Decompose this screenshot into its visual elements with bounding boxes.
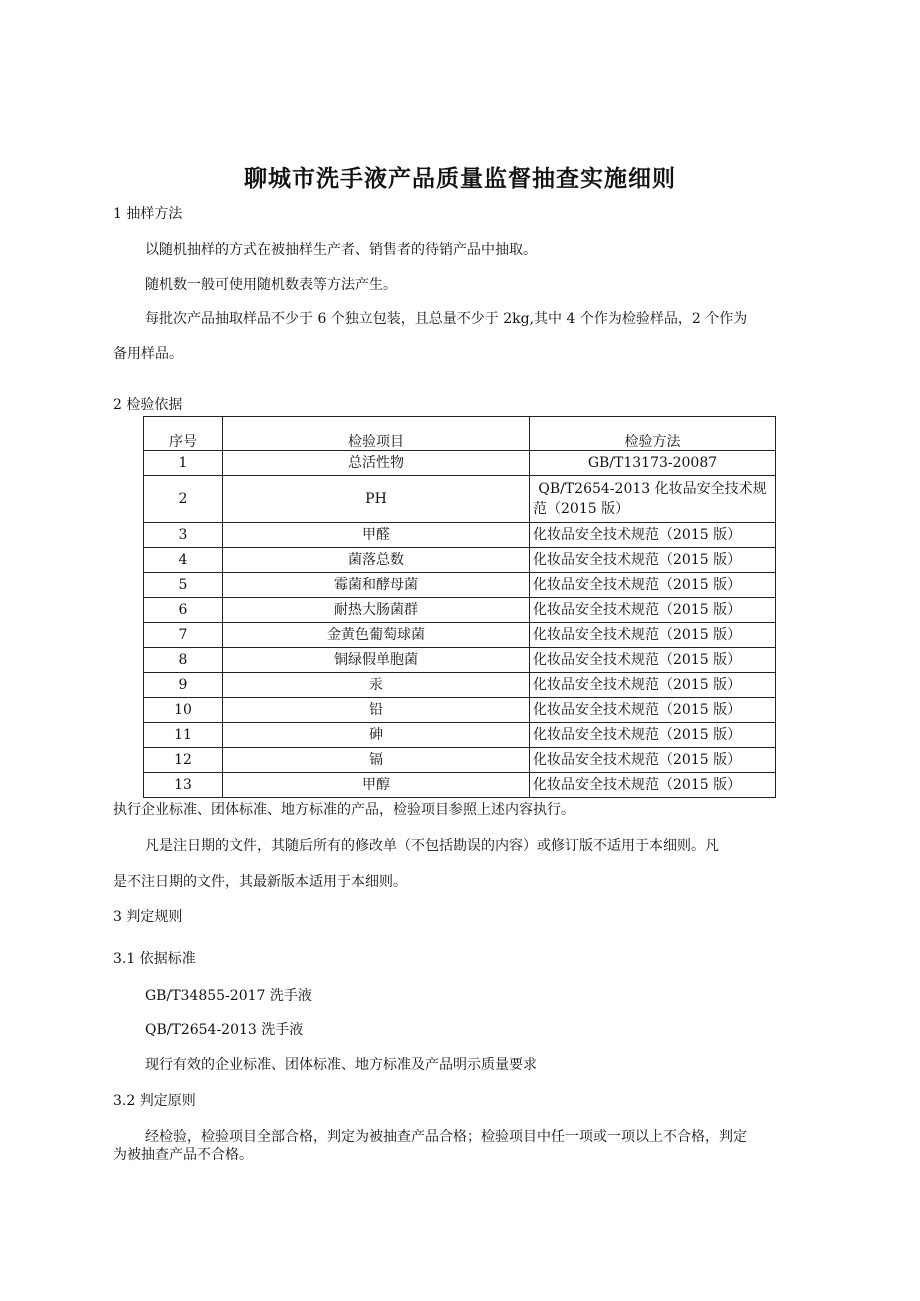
- row-method: 化妆品安全技术规范（2015 版）: [530, 548, 776, 573]
- table-note: 执行企业标准、团体标准、地方标准的产品，检验项目参照上述内容执行。: [113, 802, 575, 818]
- table-row: [144, 698, 776, 723]
- row-method: 化妆品安全技术规范（2015 版）: [530, 573, 776, 598]
- row-item: 总活性物: [223, 451, 530, 476]
- row-item: 菌落总数: [223, 548, 530, 573]
- table-row: [144, 573, 776, 598]
- row-item: 镉: [223, 748, 530, 773]
- table-row: [144, 476, 776, 523]
- row-no: 12: [144, 748, 223, 773]
- row-method-line-2: 范（2015 版）: [533, 501, 630, 517]
- row-no: 7: [144, 623, 223, 648]
- row-method: GB/T13173-20087: [530, 451, 776, 476]
- inspection-items-table: [143, 416, 776, 798]
- row-no: 4: [144, 548, 223, 573]
- table-row: [144, 623, 776, 648]
- row-item: 铜绿假单胞菌: [223, 648, 530, 673]
- row-no: 13: [144, 773, 223, 798]
- row-item: 铅: [223, 698, 530, 723]
- row-method: 化妆品安全技术规范（2015 版）: [530, 523, 776, 548]
- standard-item: 现行有效的企业标准、团体标准、地方标准及产品明示质量要求: [145, 1057, 537, 1073]
- sampling-paragraph-2: 随机数一般可使用随机数表等方法产生。: [145, 277, 397, 293]
- row-method: 化妆品安全技术规范（2015 版）: [530, 748, 776, 773]
- row-no: 6: [144, 598, 223, 623]
- header-item: 检验项目: [223, 417, 530, 451]
- section-2-heading: 2 检验依据: [113, 397, 183, 413]
- row-no: 10: [144, 698, 223, 723]
- section-3-heading: 3 判定规则: [113, 909, 183, 925]
- row-item: PH: [223, 476, 530, 523]
- row-method: 化妆品安全技术规范（2015 版）: [530, 648, 776, 673]
- row-item: 霉菌和酵母菌: [223, 573, 530, 598]
- row-method: 化妆品安全技术规范（2015 版）: [530, 598, 776, 623]
- row-method: 化妆品安全技术规范（2015 版）: [530, 723, 776, 748]
- table-row: [144, 723, 776, 748]
- row-item: 耐热大肠菌群: [223, 598, 530, 623]
- row-no: 1: [144, 451, 223, 476]
- row-item: 砷: [223, 723, 530, 748]
- sampling-paragraph-3-line-1: 每批次产品抽取样品不少于 6 个独立包装，且总量不少于 2kg,其中 4 个作为检验样品，2 个作为: [145, 311, 748, 327]
- judgement-principle-line-1: 经检验，检验项目全部合格，判定为被抽查产品合格；检验项目中任一项或一项以上不合格，判定: [145, 1129, 747, 1145]
- row-no: 8: [144, 648, 223, 673]
- row-no: 11: [144, 723, 223, 748]
- row-item: 汞: [223, 673, 530, 698]
- sampling-paragraph-1: 以随机抽样的方式在被抽样生产者、销售者的待销产品中抽取。: [145, 242, 537, 258]
- judgement-principle-line-2: 为被抽查产品不合格。: [113, 1147, 253, 1163]
- row-item: 甲醇: [223, 773, 530, 798]
- row-method: 化妆品安全技术规范（2015 版）: [530, 773, 776, 798]
- table-row: [144, 548, 776, 573]
- row-item: 金黄色葡萄球菌: [223, 623, 530, 648]
- document-title: 聊城市洗手液产品质量监督抽查实施细则: [244, 166, 676, 192]
- row-method: 化妆品安全技术规范（2015 版）: [530, 698, 776, 723]
- row-method-line-1: QB/T2654-2013 化妆品安全技术规: [538, 481, 767, 497]
- table-row: [144, 748, 776, 773]
- table-row: [144, 773, 776, 798]
- table-row: [144, 523, 776, 548]
- dated-documents-line-1: 凡是注日期的文件，其随后所有的修改单（不包括勘误的内容）或修订版不适用于本细则。凡: [145, 838, 719, 854]
- row-no: 9: [144, 673, 223, 698]
- row-item: 甲醛: [223, 523, 530, 548]
- row-no: 5: [144, 573, 223, 598]
- row-no: 3: [144, 523, 223, 548]
- row-no: 2: [144, 476, 223, 523]
- table-header-row: [144, 417, 776, 451]
- sampling-paragraph-3-line-2: 备用样品。: [113, 346, 183, 362]
- section-3-1-heading: 3.1 依据标准: [113, 951, 196, 967]
- header-method: 检验方法: [530, 417, 776, 451]
- row-method: 化妆品安全技术规范（2015 版）: [530, 673, 776, 698]
- row-method: [530, 476, 776, 523]
- table-row: [144, 673, 776, 698]
- section-3-2-heading: 3.2 判定原则: [113, 1093, 196, 1109]
- row-method: 化妆品安全技术规范（2015 版）: [530, 623, 776, 648]
- table-row: [144, 598, 776, 623]
- section-1-heading: 1 抽样方法: [113, 206, 183, 222]
- table-row: [144, 648, 776, 673]
- standard-item: GB/T34855-2017 洗手液: [145, 988, 312, 1004]
- standard-item: QB/T2654-2013 洗手液: [145, 1022, 304, 1038]
- header-no: 序号: [144, 417, 223, 451]
- dated-documents-line-2: 是不注日期的文件，其最新版本适用于本细则。: [113, 874, 407, 890]
- table-row: [144, 451, 776, 476]
